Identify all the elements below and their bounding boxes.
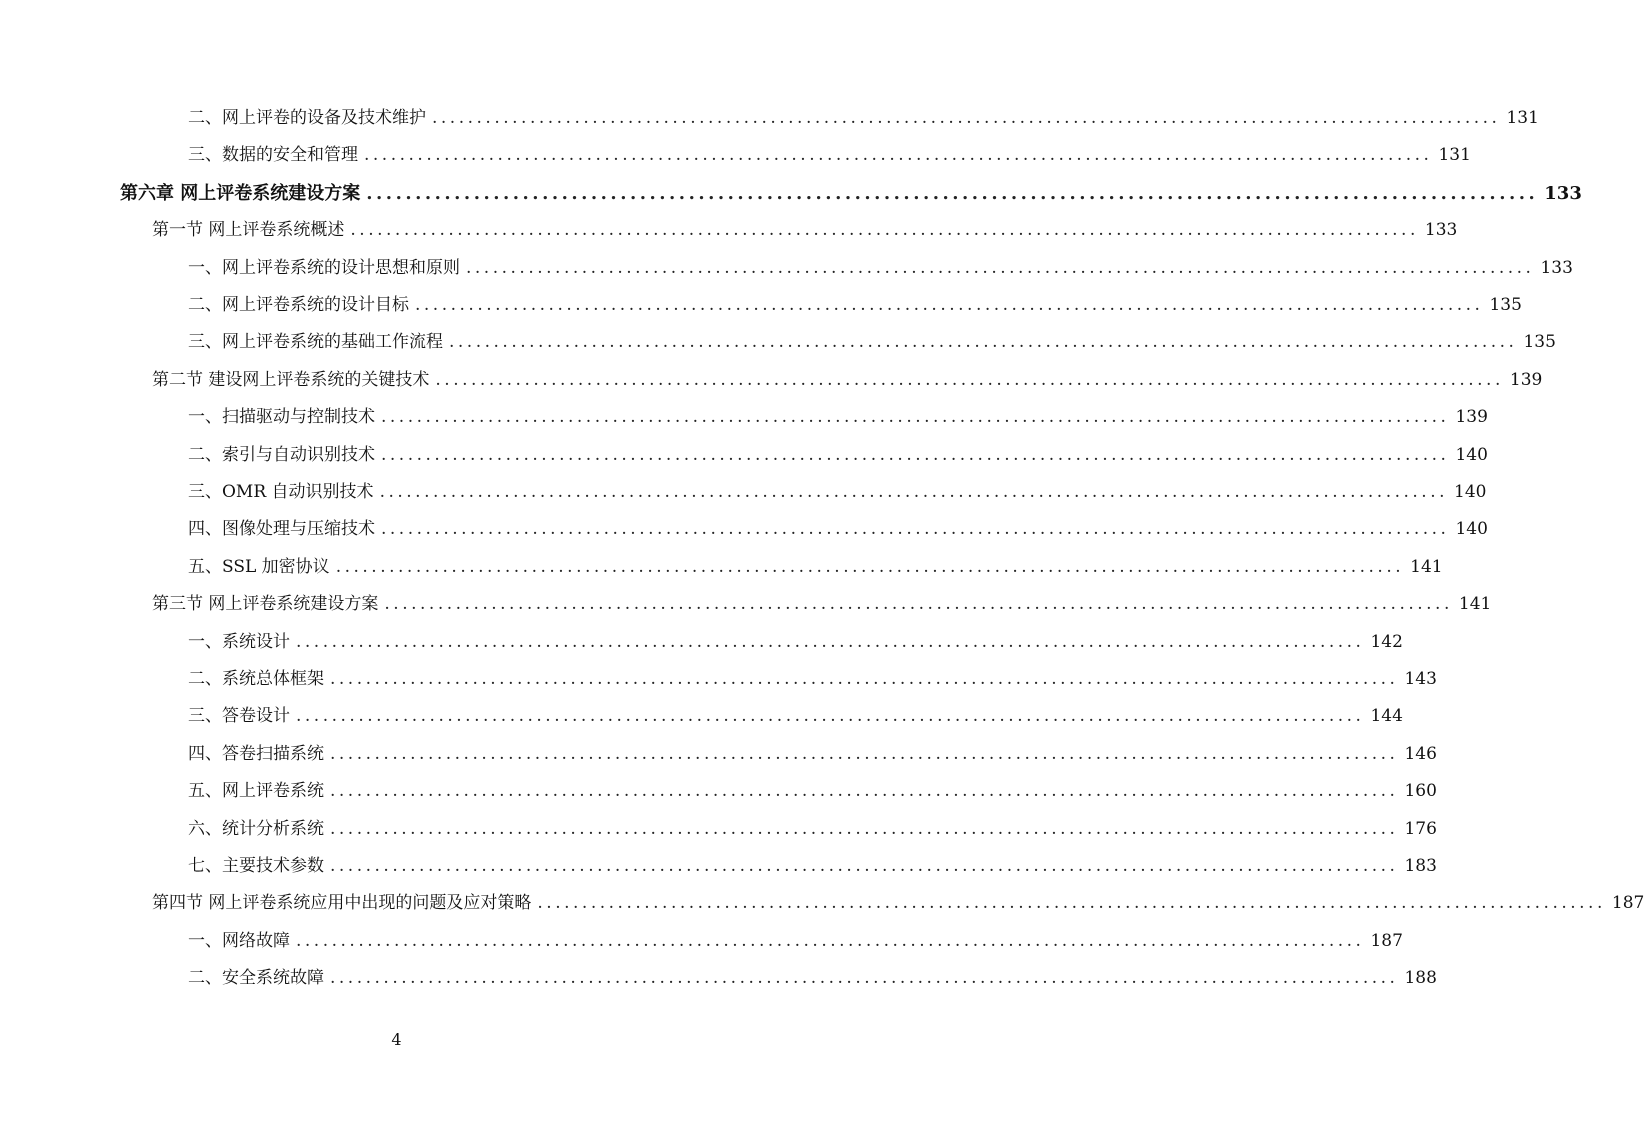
toc-entry-title: 六、统计分析系统 [188, 818, 324, 839]
toc-entry-page: 133 [1424, 220, 1458, 241]
toc-entry-page: 131 [1438, 145, 1471, 166]
toc-entry-title: 四、图像处理与压缩技术 [188, 519, 375, 540]
toc-leader-dots: ........................................................................................................................ [330, 743, 1399, 764]
toc-entry-title: 三、OMR 自动识别技术 [188, 482, 374, 502]
toc-entry-title: 一、网络故障 [188, 930, 290, 951]
toc-entry-page: 160 [1404, 781, 1437, 802]
toc-entry-title: 二、系统总体框架 [188, 669, 324, 689]
toc-entry[interactable] [188, 100, 1539, 137]
toc-entry[interactable] [152, 212, 1458, 249]
toc-entry-title: 二、网上评卷系统的设计目标 [188, 295, 409, 315]
toc-leader-dots: ........................................................................................................................ [330, 856, 1399, 876]
toc-entry-title: 一、网上评卷系统的设计思想和原则 [188, 257, 460, 278]
toc-entry[interactable] [120, 175, 1582, 212]
toc-entry-title: 第六章 网上评卷系统建设方案 [120, 182, 361, 204]
toc-entry-page: 131 [1506, 108, 1539, 128]
toc-entry[interactable] [188, 848, 1437, 885]
toc-entry-page: 142 [1370, 631, 1403, 652]
toc-leader-dots: ........................................................................................................................ [432, 108, 1501, 128]
toc-entry[interactable] [188, 736, 1437, 773]
toc-leader-dots: ........................................................................................................................ [350, 220, 1419, 241]
toc-leader-dots: ........................................................................................................................ [296, 930, 1365, 951]
toc-leader-dots: ........................................................................................................................ [381, 444, 1450, 465]
toc-leader-dots: ........................................................................................................................ [466, 257, 1535, 278]
toc-leader-dots: ........................................................................................................................ [435, 369, 1504, 390]
toc-entry-page: 187 [1370, 930, 1403, 951]
toc-entry-title: 四、答卷扫描系统 [188, 743, 324, 764]
toc-leader-dots: ........................................................................................................................ [364, 145, 1433, 166]
toc-leader-dots: ........................................................................................................................ [366, 182, 1539, 204]
toc-entry-title: 第四节 网上评卷系统应用中出现的问题及应对策略 [152, 893, 532, 914]
toc-entry-page: 140 [1454, 482, 1487, 502]
toc-entry-page: 143 [1404, 669, 1437, 689]
toc-entry-page: 146 [1404, 743, 1437, 764]
toc-entry-page: 188 [1404, 968, 1437, 989]
toc-entry[interactable] [152, 586, 1492, 623]
toc-entry-title: 二、网上评卷的设备及技术维护 [188, 108, 426, 128]
toc-entry[interactable] [188, 511, 1488, 548]
toc-entry-title: 五、SSL 加密协议 [188, 556, 330, 577]
toc-leader-dots: ........................................................................................................................ [537, 893, 1606, 914]
toc-entry-page: 135 [1489, 295, 1522, 315]
toc-entry-page: 133 [1544, 182, 1582, 204]
toc-entry[interactable] [188, 960, 1437, 997]
toc-entry-title: 三、数据的安全和管理 [188, 145, 358, 166]
toc-entry[interactable] [188, 399, 1488, 436]
toc-entry-title: 二、安全系统故障 [188, 968, 324, 989]
toc-entry-title: 一、系统设计 [188, 631, 290, 652]
toc-leader-dots: ........................................................................................................................ [335, 556, 1405, 577]
toc-leader-dots: ........................................................................................................................ [330, 818, 1399, 839]
toc-entry[interactable] [188, 698, 1403, 735]
toc-entry[interactable] [188, 137, 1471, 174]
toc-leader-dots: ........................................................................................................................ [296, 706, 1365, 727]
toc-entry-page: 139 [1455, 407, 1488, 428]
toc-leader-dots: ........................................................................................................................ [296, 631, 1365, 652]
toc-entry[interactable] [188, 923, 1403, 960]
toc-entry-page: 140 [1455, 519, 1488, 540]
page-number: 4 [391, 1030, 402, 1049]
toc-entry-title: 七、主要技术参数 [188, 856, 324, 876]
toc-entry-page: 141 [1458, 594, 1492, 615]
toc-entry-title: 第三节 网上评卷系统建设方案 [152, 594, 379, 615]
toc-entry-page: 135 [1523, 332, 1556, 353]
toc-entry[interactable] [152, 885, 1644, 922]
toc-entry[interactable] [188, 661, 1437, 698]
toc-entry[interactable] [188, 811, 1437, 848]
toc-entry-page: 140 [1455, 444, 1488, 465]
toc-entry[interactable] [152, 362, 1543, 399]
toc-entry-title: 五、网上评卷系统 [188, 781, 324, 802]
toc-leader-dots: ........................................................................................................................ [381, 407, 1450, 428]
toc-entry[interactable] [188, 437, 1488, 474]
toc-entry-page: 133 [1540, 257, 1573, 278]
toc-entry[interactable] [188, 624, 1403, 661]
toc-leader-dots: ........................................................................................................................ [381, 519, 1450, 540]
toc-leader-dots: ........................................................................................................................ [330, 781, 1399, 802]
toc-entry-page: 183 [1404, 856, 1437, 876]
toc-entry-page: 139 [1509, 369, 1543, 390]
toc-entry-title: 第一节 网上评卷系统概述 [152, 220, 345, 241]
toc-entry-title: 二、索引与自动识别技术 [188, 444, 375, 465]
toc-leader-dots: ........................................................................................................................ [379, 482, 1449, 502]
toc-entry[interactable] [188, 549, 1443, 586]
toc-leader-dots: ........................................................................................................................ [384, 594, 1453, 615]
toc-entry-title: 三、网上评卷系统的基础工作流程 [188, 332, 443, 353]
toc-entry-page: 176 [1404, 818, 1437, 839]
toc-entry-title: 第二节 建设网上评卷系统的关键技术 [152, 369, 430, 390]
toc-leader-dots: ........................................................................................................................ [449, 332, 1518, 353]
toc-entry-page: 187 [1611, 893, 1644, 914]
toc-entry-page: 144 [1370, 706, 1403, 727]
toc-entry-page: 141 [1410, 556, 1443, 577]
toc-entry[interactable] [188, 250, 1573, 287]
toc-leader-dots: ........................................................................................................................ [330, 669, 1399, 689]
toc-entry[interactable] [188, 324, 1556, 361]
toc-entry-title: 一、扫描驱动与控制技术 [188, 407, 375, 428]
toc-entry[interactable] [188, 773, 1437, 810]
toc-entry[interactable] [188, 287, 1522, 324]
toc-leader-dots: ........................................................................................................................ [415, 295, 1484, 315]
toc-entry-title: 三、答卷设计 [188, 706, 290, 727]
toc-leader-dots: ........................................................................................................................ [330, 968, 1399, 989]
toc-entry[interactable] [188, 474, 1487, 511]
